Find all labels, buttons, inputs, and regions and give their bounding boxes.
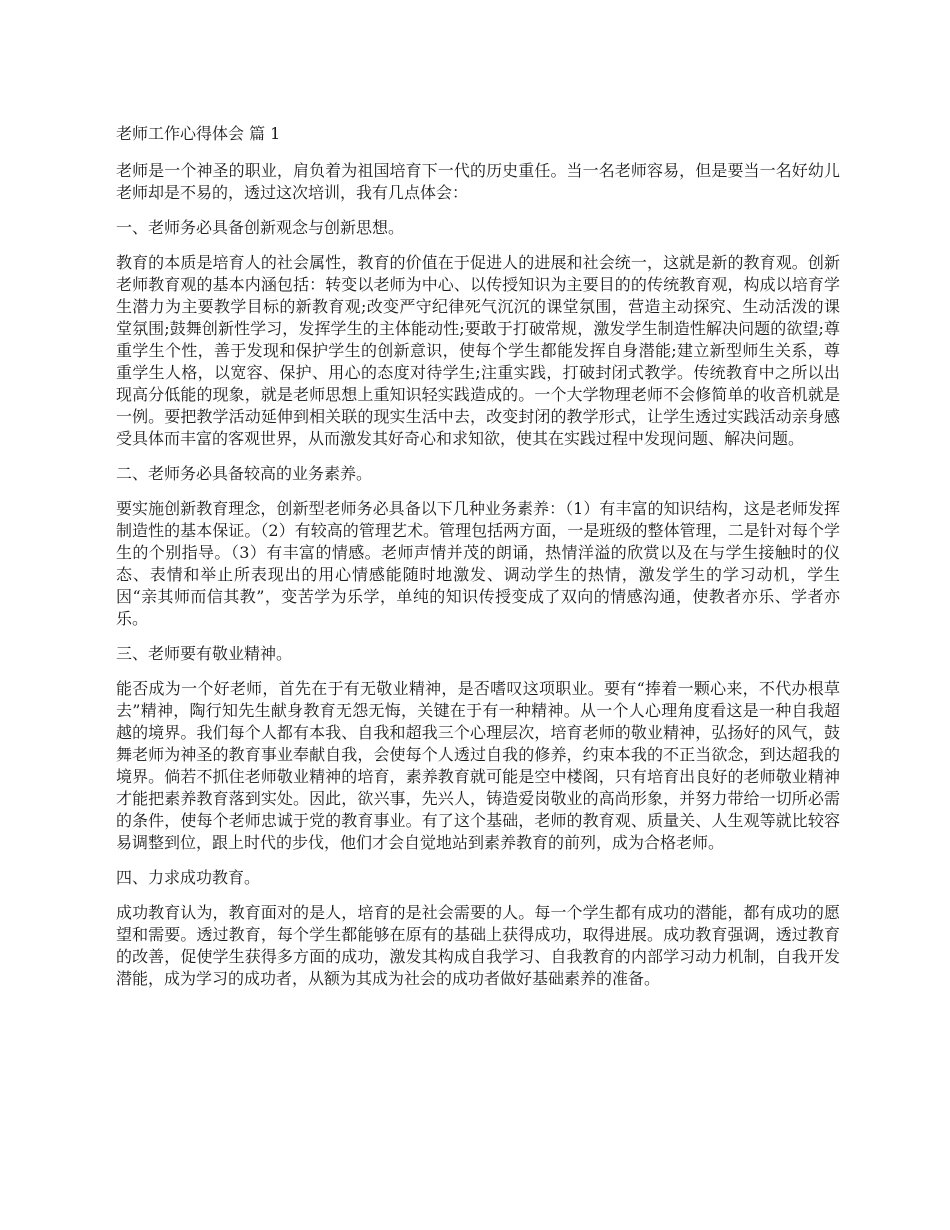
section-heading-1: 一、老师务必具备创新观念与创新思想。 — [116, 218, 405, 237]
section-paragraph-2: 要实施创新教育理念，创新型老师务必具备以下几种业务素养：（1）有丰富的知识结构，这是老师发挥制造性的基本保证。（2）有较高的管理艺术。管理包括两方面，一是班级的整体管理，二是针对每个学生的个别指导。（3）有丰富的情感。老师声情并茂的朗诵，热情洋溢的欣赏以及在与学生接触时的仪态、表情和举止所表现出的用心情感能随时地激发、调动学生的热情，激发学生的学习动机，学生因“亲其师而信其教”，变苦学为乐学，单纯的知识传授变成了双向的情感沟通，使教者亦乐、学者亦乐。 — [116, 499, 840, 628]
document-page — [116, 122, 840, 1003]
document-title: 老师工作心得体会 篇 1 — [116, 124, 281, 143]
section-paragraph-1: 教育的本质是培育人的社会属性，教育的价值在于促进人的进展和社会统一，这就是新的教育观。创新老师教育观的基本内涵包括：转变以老师为中心、以传授知识为主要目的的传统教育观，构成以培育学生潜力为主要教学目标的新教育观;改变严守纪律死气沉沉的课堂氛围，营造主动探究、生动活泼的课堂氛围;鼓舞创新性学习，发挥学生的主体能动性;要敢于打破常规，激发学生制造性解决问题的欲望;尊重学生个性，善于发现和保护学生的创新意识，使每个学生都能发挥自身潜能;建立新型师生关系，尊重学生人格，以宽容、保护、用心的态度对待学生;注重实践，打破封闭式教学。传统教育中之所以出现高分低能的现象，就是老师思想上重知识轻实践造成的。一个大学物理老师不会修简单的收音机就是一例。要把教学活动延伸到相关联的现实生活中去，改变封闭的教学形式，让学生透过实践活动亲身感受具体而丰富的客观世界，从而激发其好奇心和求知欲，使其在实践过程中发现问题、解决问题。 — [116, 253, 840, 448]
section-heading-3: 三、老师要有敬业精神。 — [116, 644, 293, 663]
section-heading-4: 四、力求成功教育。 — [116, 868, 261, 887]
section-heading-2: 二、老师务必具备较高的业务素养。 — [116, 464, 373, 483]
intro-paragraph: 老师是一个神圣的职业，肩负着为祖国培育下一代的历史重任。当一名老师容易，但是要当一名好幼儿老师却是不易的，透过这次培训，我有几点体会： — [116, 161, 840, 202]
section-paragraph-4: 成功教育认为，教育面对的是人，培育的是社会需要的人。每一个学生都有成功的潜能，都有成功的愿望和需要。透过教育，每个学生都能够在原有的基础上获得成功，取得进展。成功教育强调，透过教育的改善，促使学生获得多方面的成功，激发其构成自我学习、自我教育的内部学习动力机制，自我开发潜能，成为学习的成功者，从额为其成为社会的成功者做好基础素养的准备。 — [116, 903, 840, 988]
section-paragraph-3: 能否成为一个好老师，首先在于有无敬业精神，是否嗜叹这项职业。要有“捧着一颗心来，不代办根草去”精神，陶行知先生献身教育无怨无悔，关键在于有一种精神。从一个人心理角度看这是一种自我超越的境界。我们每个人都有本我、自我和超我三个心理层次，培育老师的敬业精神，弘扬好的风气，鼓舞老师为神圣的教育事业奉献自我，会使每个人透过自我的修养，约束本我的不正当欲念，到达超我的境界。倘若不抓住老师敬业精神的培育，素养教育就可能是空中楼阁，只有培育出良好的老师敬业精神才能把素养教育落到实处。因此，欲兴事，先兴人，铸造爱岗敬业的高尚形象，并努力带给一切所必需的条件，使每个老师忠诚于党的教育事业。有了这个基础，老师的教育观、质量关、人生观等就比较容易调整到位，跟上时代的步伐，他们才会自觉地站到素养教育的前列，成为合格老师。 — [116, 679, 840, 852]
